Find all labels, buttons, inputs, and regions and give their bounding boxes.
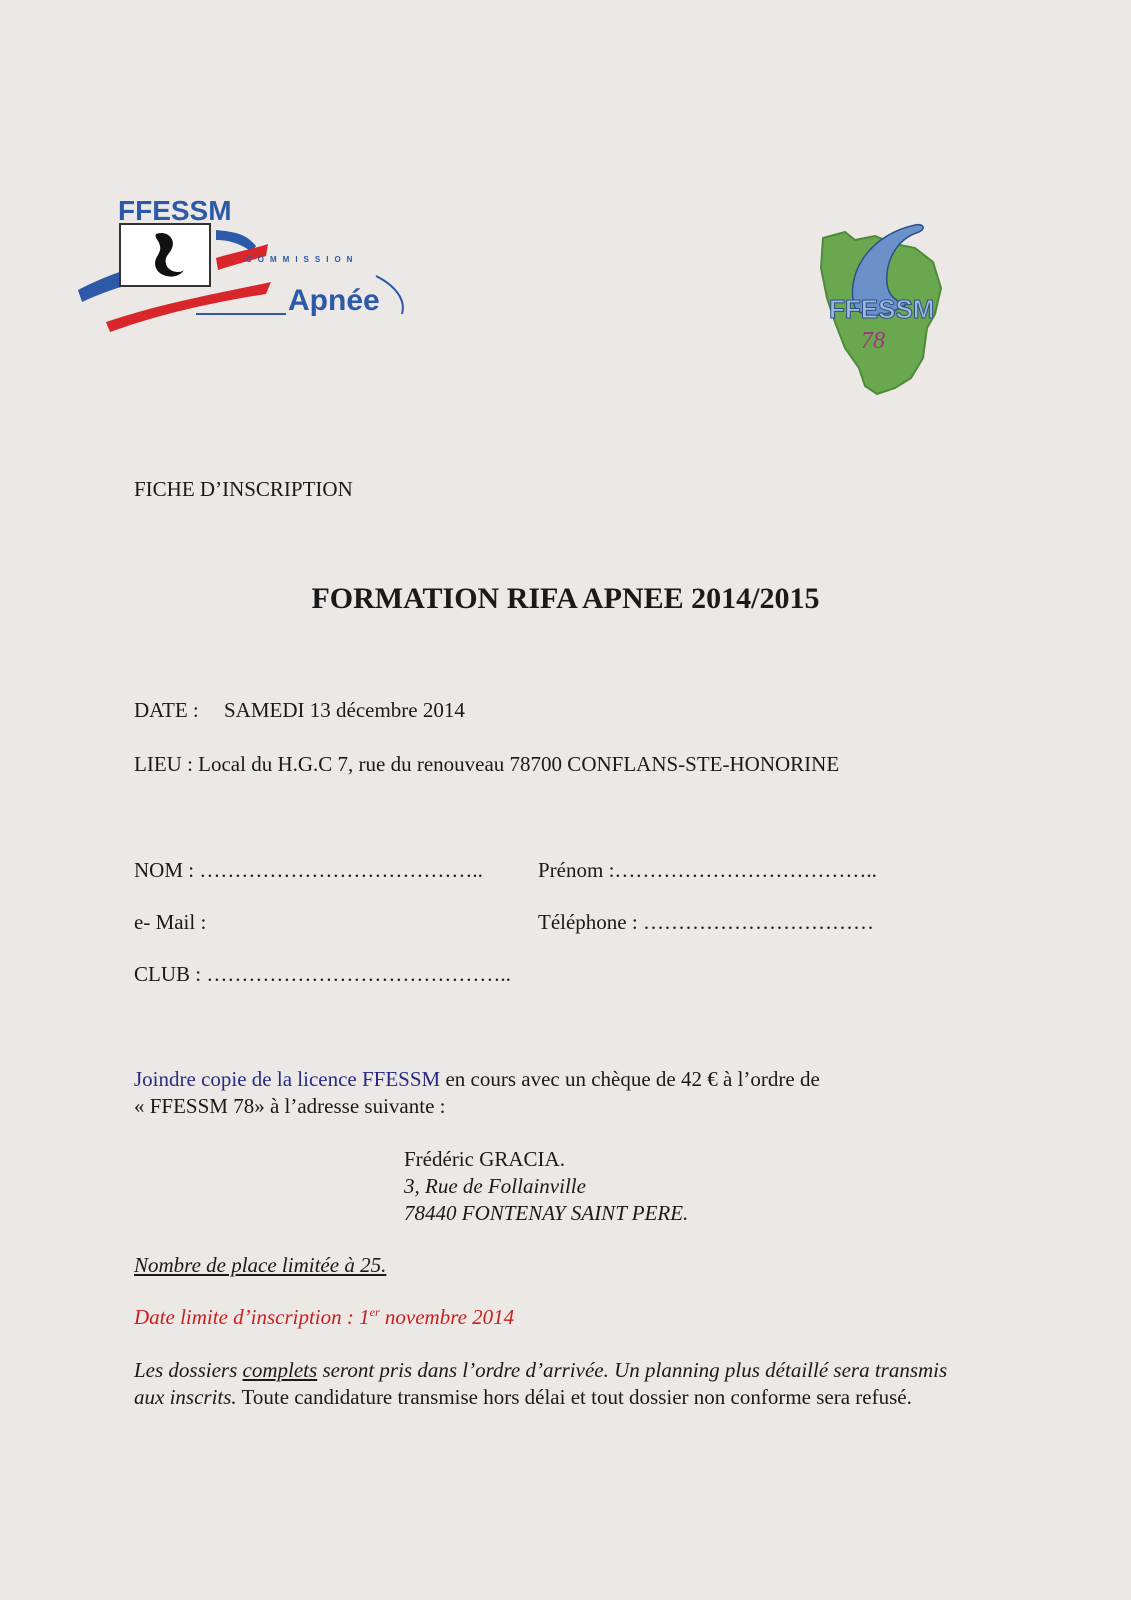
address-name: Frédéric GRACIA. xyxy=(404,1147,565,1171)
logo-red-stripe xyxy=(106,282,271,332)
page-title: FORMATION RIFA APNEE 2014/2015 xyxy=(311,582,820,615)
ffessm-apnee-logo xyxy=(76,190,436,340)
ffessm-78-logo xyxy=(815,218,955,408)
logo-apnee-text: Apnée xyxy=(288,284,380,317)
date-label: DATE : xyxy=(134,698,199,722)
date-line xyxy=(134,697,465,724)
note-part4: Toute candidature transmise hors délai et tout dossier non conforme sera refusé. xyxy=(236,1385,912,1409)
deadline-prefix: Date limite d’inscription : 1 xyxy=(134,1305,370,1329)
email-field[interactable]: e- Mail : xyxy=(134,910,207,934)
instructions-rest: en cours avec un chèque de 42 € à l’ordre de xyxy=(440,1067,820,1091)
logo-ffessm-text: FFESSM xyxy=(829,294,935,324)
form-header: FICHE D’INSCRIPTION xyxy=(134,477,353,501)
logo-commission-text: COMMISSION xyxy=(246,255,359,264)
deadline-sup: er xyxy=(369,1305,380,1319)
instructions-highlight: Joindre copie de la licence FFESSM xyxy=(134,1067,441,1091)
closing-note xyxy=(134,1357,974,1411)
note-part1: Les dossiers xyxy=(134,1358,243,1382)
note-part3: seront pris dans l’ordre d’arrivée. Un planning plus détaillé sera transmis aux inscrits. xyxy=(134,1358,948,1409)
prenom-field[interactable]: Prénom :……………………………….. xyxy=(538,858,877,882)
club-field[interactable]: CLUB : …………………………………….. xyxy=(134,962,511,986)
places-limit: Nombre de place limitée à 25. xyxy=(134,1253,387,1277)
instructions xyxy=(134,1066,934,1120)
logo-ffessm-text: FFESSM xyxy=(118,195,232,226)
instructions-line2: « FFESSM 78» à l’adresse suivante : xyxy=(134,1094,446,1118)
note-complets: complets xyxy=(242,1358,318,1382)
telephone-field[interactable]: Téléphone : …………………………… xyxy=(538,910,874,934)
logo-78-text: 78 xyxy=(861,328,885,354)
lieu-line: LIEU : Local du H.G.C 7, rue du renouveau 78700 CONFLANS-STE-HONORINE xyxy=(134,752,840,776)
address-street: 3, Rue de Follainville xyxy=(404,1174,586,1198)
deadline-suffix: novembre 2014 xyxy=(379,1305,515,1329)
nom-field[interactable]: NOM : ………………………………….. xyxy=(134,858,483,882)
deadline xyxy=(134,1304,514,1331)
postal-address xyxy=(404,1146,688,1227)
address-city: 78440 FONTENAY SAINT PERE. xyxy=(404,1201,689,1225)
date-value: SAMEDI 13 décembre 2014 xyxy=(224,698,465,722)
